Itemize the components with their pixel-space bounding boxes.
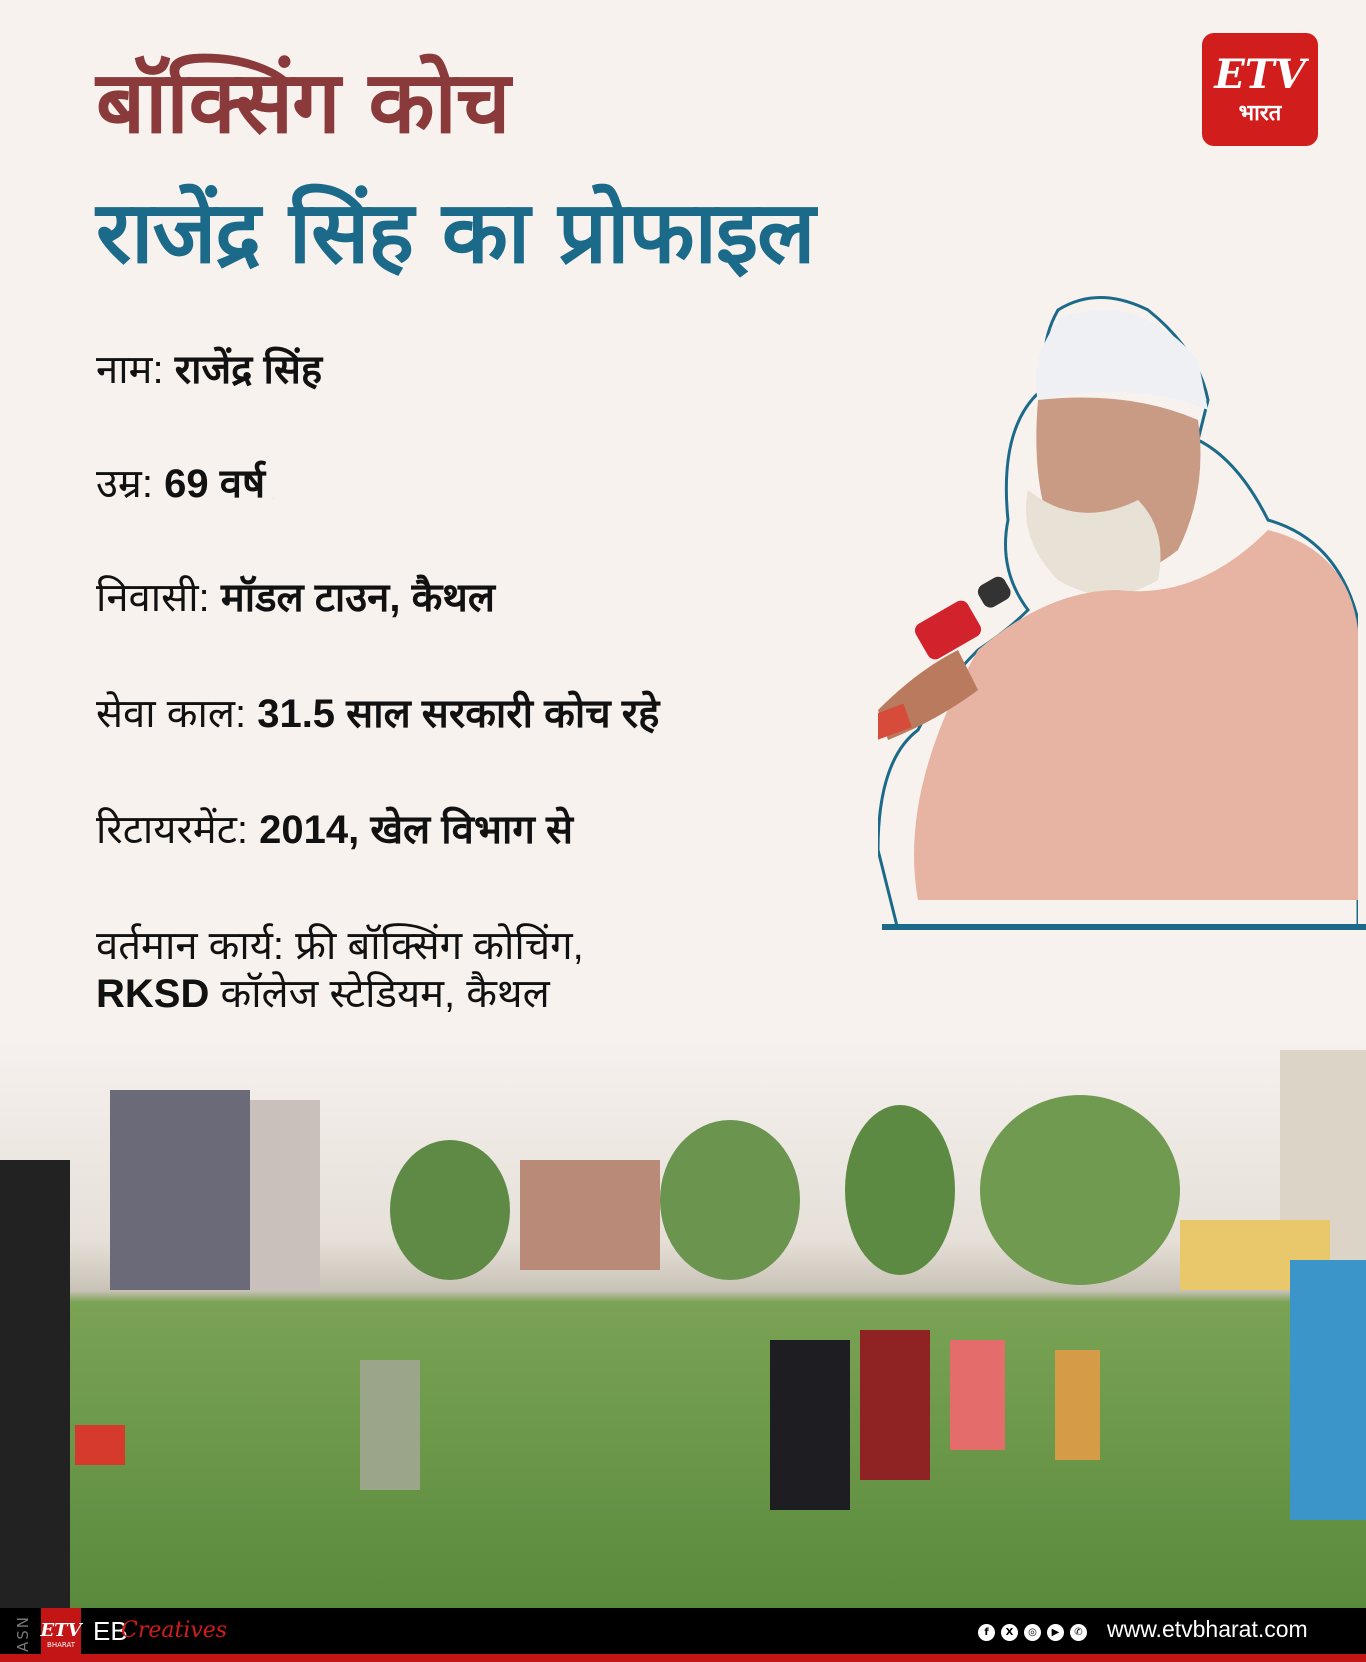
profile-residence: निवासी: मॉडल टाउन, कैथल <box>96 576 495 620</box>
coach-photo <box>878 290 1358 930</box>
footer-creatives-text: Creatives <box>121 1618 228 1643</box>
footer-side-text: ASN <box>14 1614 32 1652</box>
title-line-2: राजेंद्र सिंह का प्रोफाइल <box>96 182 815 283</box>
website-link[interactable]: www.etvbharat.com <box>1107 1616 1308 1642</box>
bharat-label: भारत <box>1238 100 1282 126</box>
etv-bharat-logo <box>1202 33 1318 146</box>
x-icon[interactable]: X <box>1001 1624 1018 1641</box>
social-icons <box>978 1624 1087 1641</box>
whatsapp-icon[interactable]: ✆ <box>1070 1624 1087 1641</box>
facebook-icon[interactable]: f <box>978 1624 995 1641</box>
footer-etv-logo: ETV BHARAT <box>41 1608 81 1662</box>
profile-retirement: रिटायरमेंट: 2014, खेल विभाग से <box>96 808 574 852</box>
etv-logo-mark: ETV <box>1214 50 1306 98</box>
photo-underline <box>882 924 1366 930</box>
footer-red-stripe <box>0 1654 1366 1662</box>
profile-service: सेवा काल: 31.5 साल सरकारी कोच रहे <box>96 692 660 736</box>
youtube-icon[interactable]: ▶ <box>1047 1624 1064 1641</box>
profile-age: उम्र: 69 वर्ष <box>96 462 266 506</box>
title-line-1: बॉक्सिंग कोच <box>96 52 510 153</box>
instagram-icon[interactable]: ◎ <box>1024 1624 1041 1641</box>
profile-current-work: वर्तमान कार्य: फ्री बॉक्सिंग कोचिंग, RKSD कॉलेज स्टेडियम, कैथल <box>96 924 584 1016</box>
profile-name: नाम: राजेंद्र सिंह <box>96 348 323 392</box>
training-ground-photo <box>0 1040 1366 1610</box>
footer-eb-text: EB <box>93 1616 128 1646</box>
